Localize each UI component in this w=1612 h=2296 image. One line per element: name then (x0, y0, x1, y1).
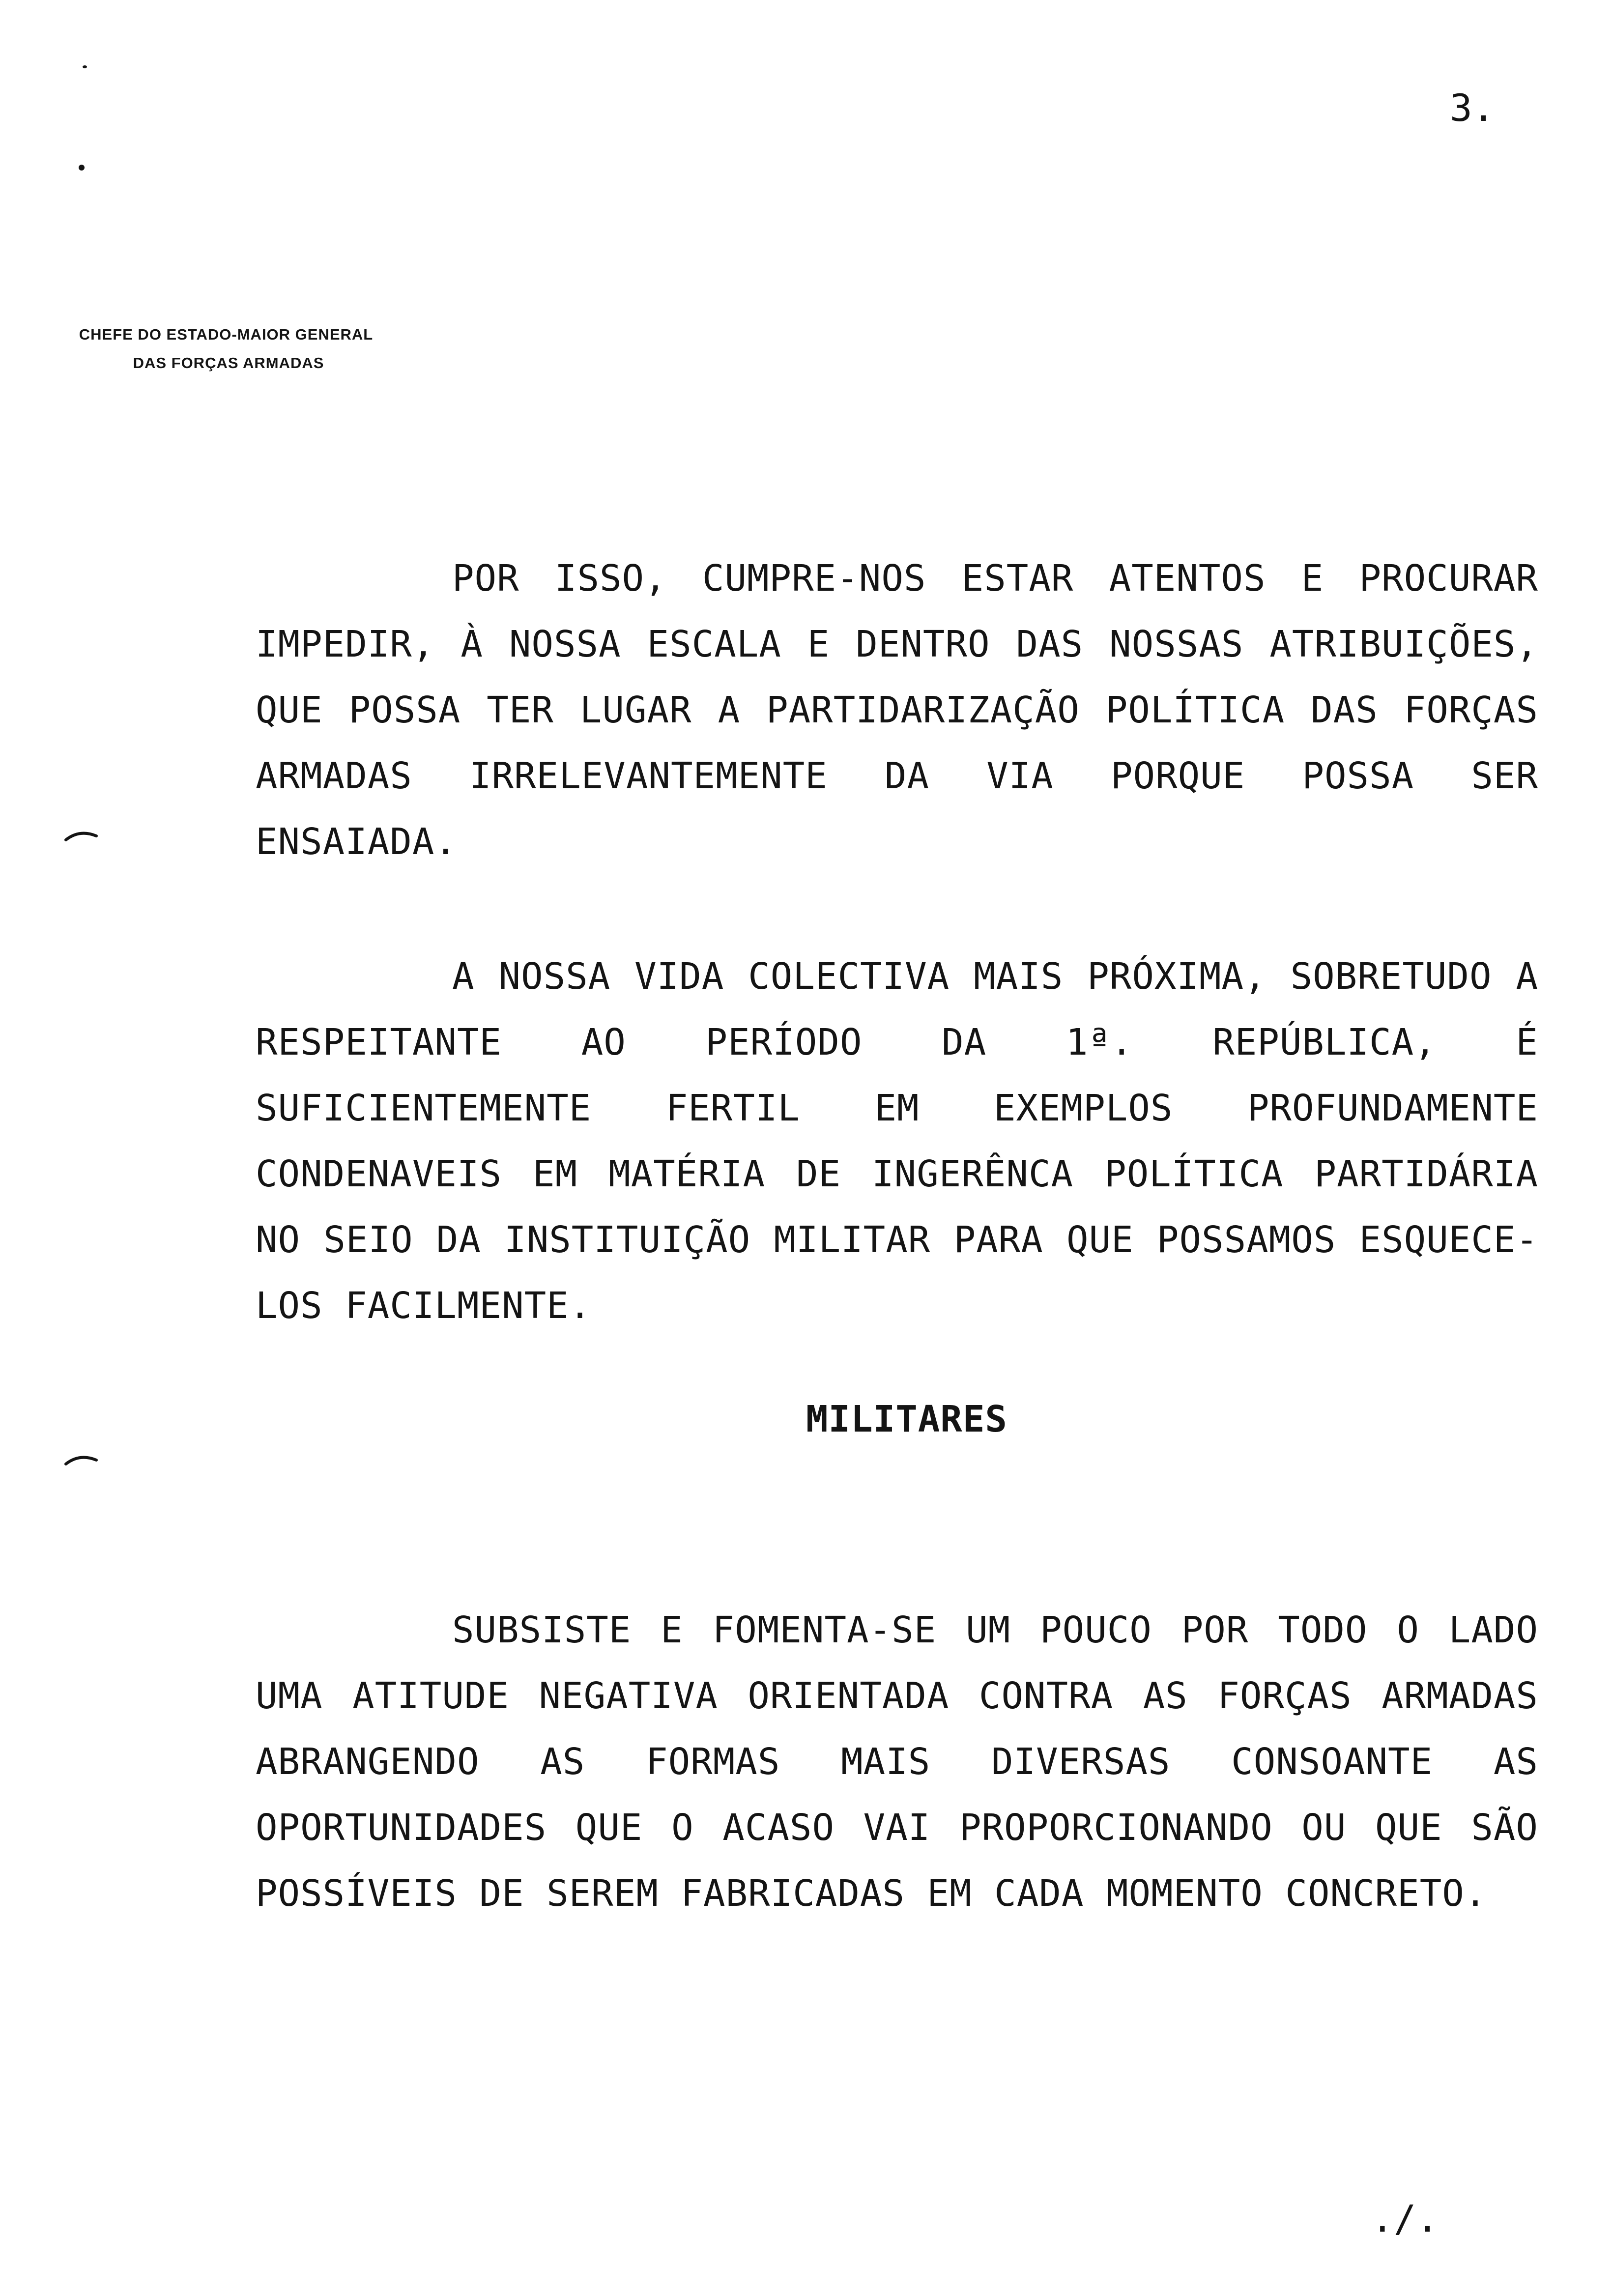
continuation-mark: ./. (1371, 2197, 1439, 2240)
paragraph-3 (256, 1597, 1538, 1926)
letterhead (59, 320, 393, 377)
scan-speck (79, 165, 85, 171)
section-heading: MILITARES (806, 1398, 1008, 1440)
scan-speck (83, 65, 87, 68)
punch-hole-mark (64, 1452, 98, 1467)
page-number: 3. (1450, 86, 1495, 130)
paragraph-1 (256, 545, 1538, 875)
punch-hole-mark (64, 828, 98, 843)
letterhead-line-2: DAS FORÇAS ARMADAS (133, 354, 324, 372)
paragraph-1-text: POR ISSO, CUMPRE-NOS ESTAR ATENTOS E PROCURAR IMPEDIR, À NOSSA ESCALA E DENTRO DAS NOSSAS ATRIBUIÇÕES, QUE POSSA TER LUGAR A PARTIDARIZAÇÃO POLÍTICA DAS FORÇAS ARMADAS IRRELEVANTEMENTE DA VIA PORQUE POSSA SER ENSAIADA. (256, 557, 1538, 863)
paragraph-2-text: A NOSSA VIDA COLECTIVA MAIS PRÓXIMA, SOBRETUDO A RESPEITANTE AO PERÍODO DA 1ª. REPÚBLICA, É SUFICIENTEMENTE FERTIL EM EXEMPLOS PROFUNDAMENTE CONDENAVEIS EM MATÉRIA DE INGERÊNCA POLÍTICA PARTIDÁRIA NO SEIO DA INSTITUIÇÃO MILITAR PARA QUE POSSAMOS ESQUECE-LOS FACILMENTE. (256, 955, 1538, 1327)
paragraph-3-text: SUBSISTE E FOMENTA-SE UM POUCO POR TODO O LADO UMA ATITUDE NEGATIVA ORIENTADA CONTRA AS FORÇAS ARMADAS ABRANGENDO AS FORMAS MAIS DIVERSAS CONSOANTE AS OPORTUNIDADES QUE O ACASO VAI PROPORCIONANDO OU QUE SÃO POSSÍVEIS DE SEREM FABRICADAS EM CADA MOMENTO CONCRETO. (256, 1609, 1538, 1915)
paragraph-2 (256, 944, 1538, 1339)
letterhead-line-1: CHEFE DO ESTADO-MAIOR GENERAL (79, 326, 374, 343)
